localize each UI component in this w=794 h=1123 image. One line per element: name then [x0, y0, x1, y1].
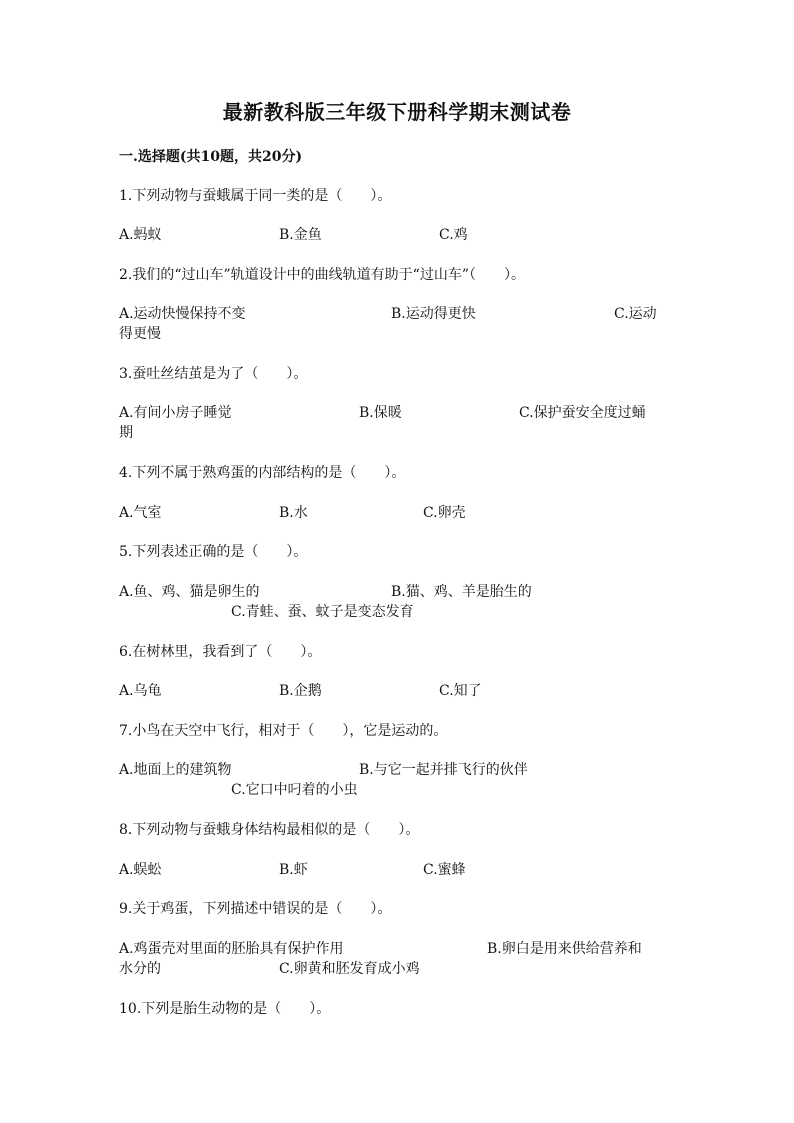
question-4-option-a: A.气室 — [119, 505, 162, 521]
question-2-option-a: A.运动快慢保持不变 — [119, 306, 246, 322]
question-8-option-c: C.蜜蜂 — [423, 862, 466, 878]
question-1-option-a: A.蚂蚁 — [119, 227, 162, 243]
question-7-option-b: B.与它一起并排飞行的伙伴 — [359, 762, 528, 778]
question-9-option-b: B.卵白是用来供给营养和 — [487, 941, 642, 957]
question-8-option-b: B.虾 — [279, 862, 308, 878]
question-2-option-c: C.运动 — [614, 306, 657, 322]
question-2-option-b: B.运动得更快 — [391, 306, 476, 322]
question-1-option-c: C.鸡 — [439, 227, 468, 243]
section-heading: 一.选择题(共10题，共20分) — [119, 149, 303, 165]
question-9-option-a: A.鸡蛋壳对里面的胚胎具有保护作用 — [119, 941, 344, 957]
question-5-option-a: A.鱼、鸡、猫是卵生的 — [119, 584, 260, 600]
question-4-option-c: C.卵壳 — [423, 505, 466, 521]
question-8-option-a: A.蜈蚣 — [119, 862, 162, 878]
question-4-option-b: B.水 — [279, 505, 308, 521]
question-5-option-b: B.猫、鸡、羊是胎生的 — [391, 584, 532, 600]
question-5-stem: 5.下列表述正确的是（ ）。 — [119, 544, 308, 560]
question-1-option-b: B.金鱼 — [279, 227, 322, 243]
question-2-option-c-continued: 得更慢 — [119, 326, 161, 342]
page-title: 最新教科版三年级下册科学期末测试卷 — [222, 100, 572, 124]
question-5-option-c: C.青蛙、蚕、蚊子是变态发育 — [231, 604, 414, 620]
question-7-option-a: A.地面上的建筑物 — [119, 762, 232, 778]
question-2-stem: 2.我们的“过山车”轨道设计中的曲线轨道有助于“过山车”（ ）。 — [119, 267, 525, 283]
question-6-option-c: C.知了 — [439, 683, 482, 699]
question-3-option-c: C.保护蚕安全度过蛹 — [519, 405, 646, 421]
question-3-option-a: A.有间小房子睡觉 — [119, 405, 232, 421]
question-3-option-b: B.保暖 — [359, 405, 402, 421]
question-3-stem: 3.蚕吐丝结茧是为了（ ）。 — [119, 366, 308, 382]
question-6-option-b: B.企鹅 — [279, 683, 322, 699]
question-8-stem: 8.下列动物与蚕蛾身体结构最相似的是（ ）。 — [119, 822, 420, 838]
question-7-stem: 7.小鸟在天空中飞行，相对于（ ），它是运动的。 — [119, 723, 448, 739]
question-9-stem: 9.关于鸡蛋，下列描述中错误的是（ ）。 — [119, 901, 392, 917]
question-10-stem: 10.下列是胎生动物的是（ ）。 — [119, 1001, 331, 1017]
question-6-option-a: A.乌龟 — [119, 683, 162, 699]
question-3-option-c-continued: 期 — [119, 425, 133, 441]
question-7-option-c: C.它口中叼着的小虫 — [231, 782, 358, 798]
question-9-option-b-continued: 水分的 — [119, 961, 161, 977]
question-6-stem: 6.在树林里，我看到了（ ）。 — [119, 644, 322, 660]
question-1-stem: 1.下列动物与蚕蛾属于同一类的是（ ）。 — [119, 188, 392, 204]
question-4-stem: 4.下列不属于熟鸡蛋的内部结构的是（ ）。 — [119, 465, 406, 481]
question-9-option-c: C.卵黄和胚发育成小鸡 — [279, 961, 420, 977]
